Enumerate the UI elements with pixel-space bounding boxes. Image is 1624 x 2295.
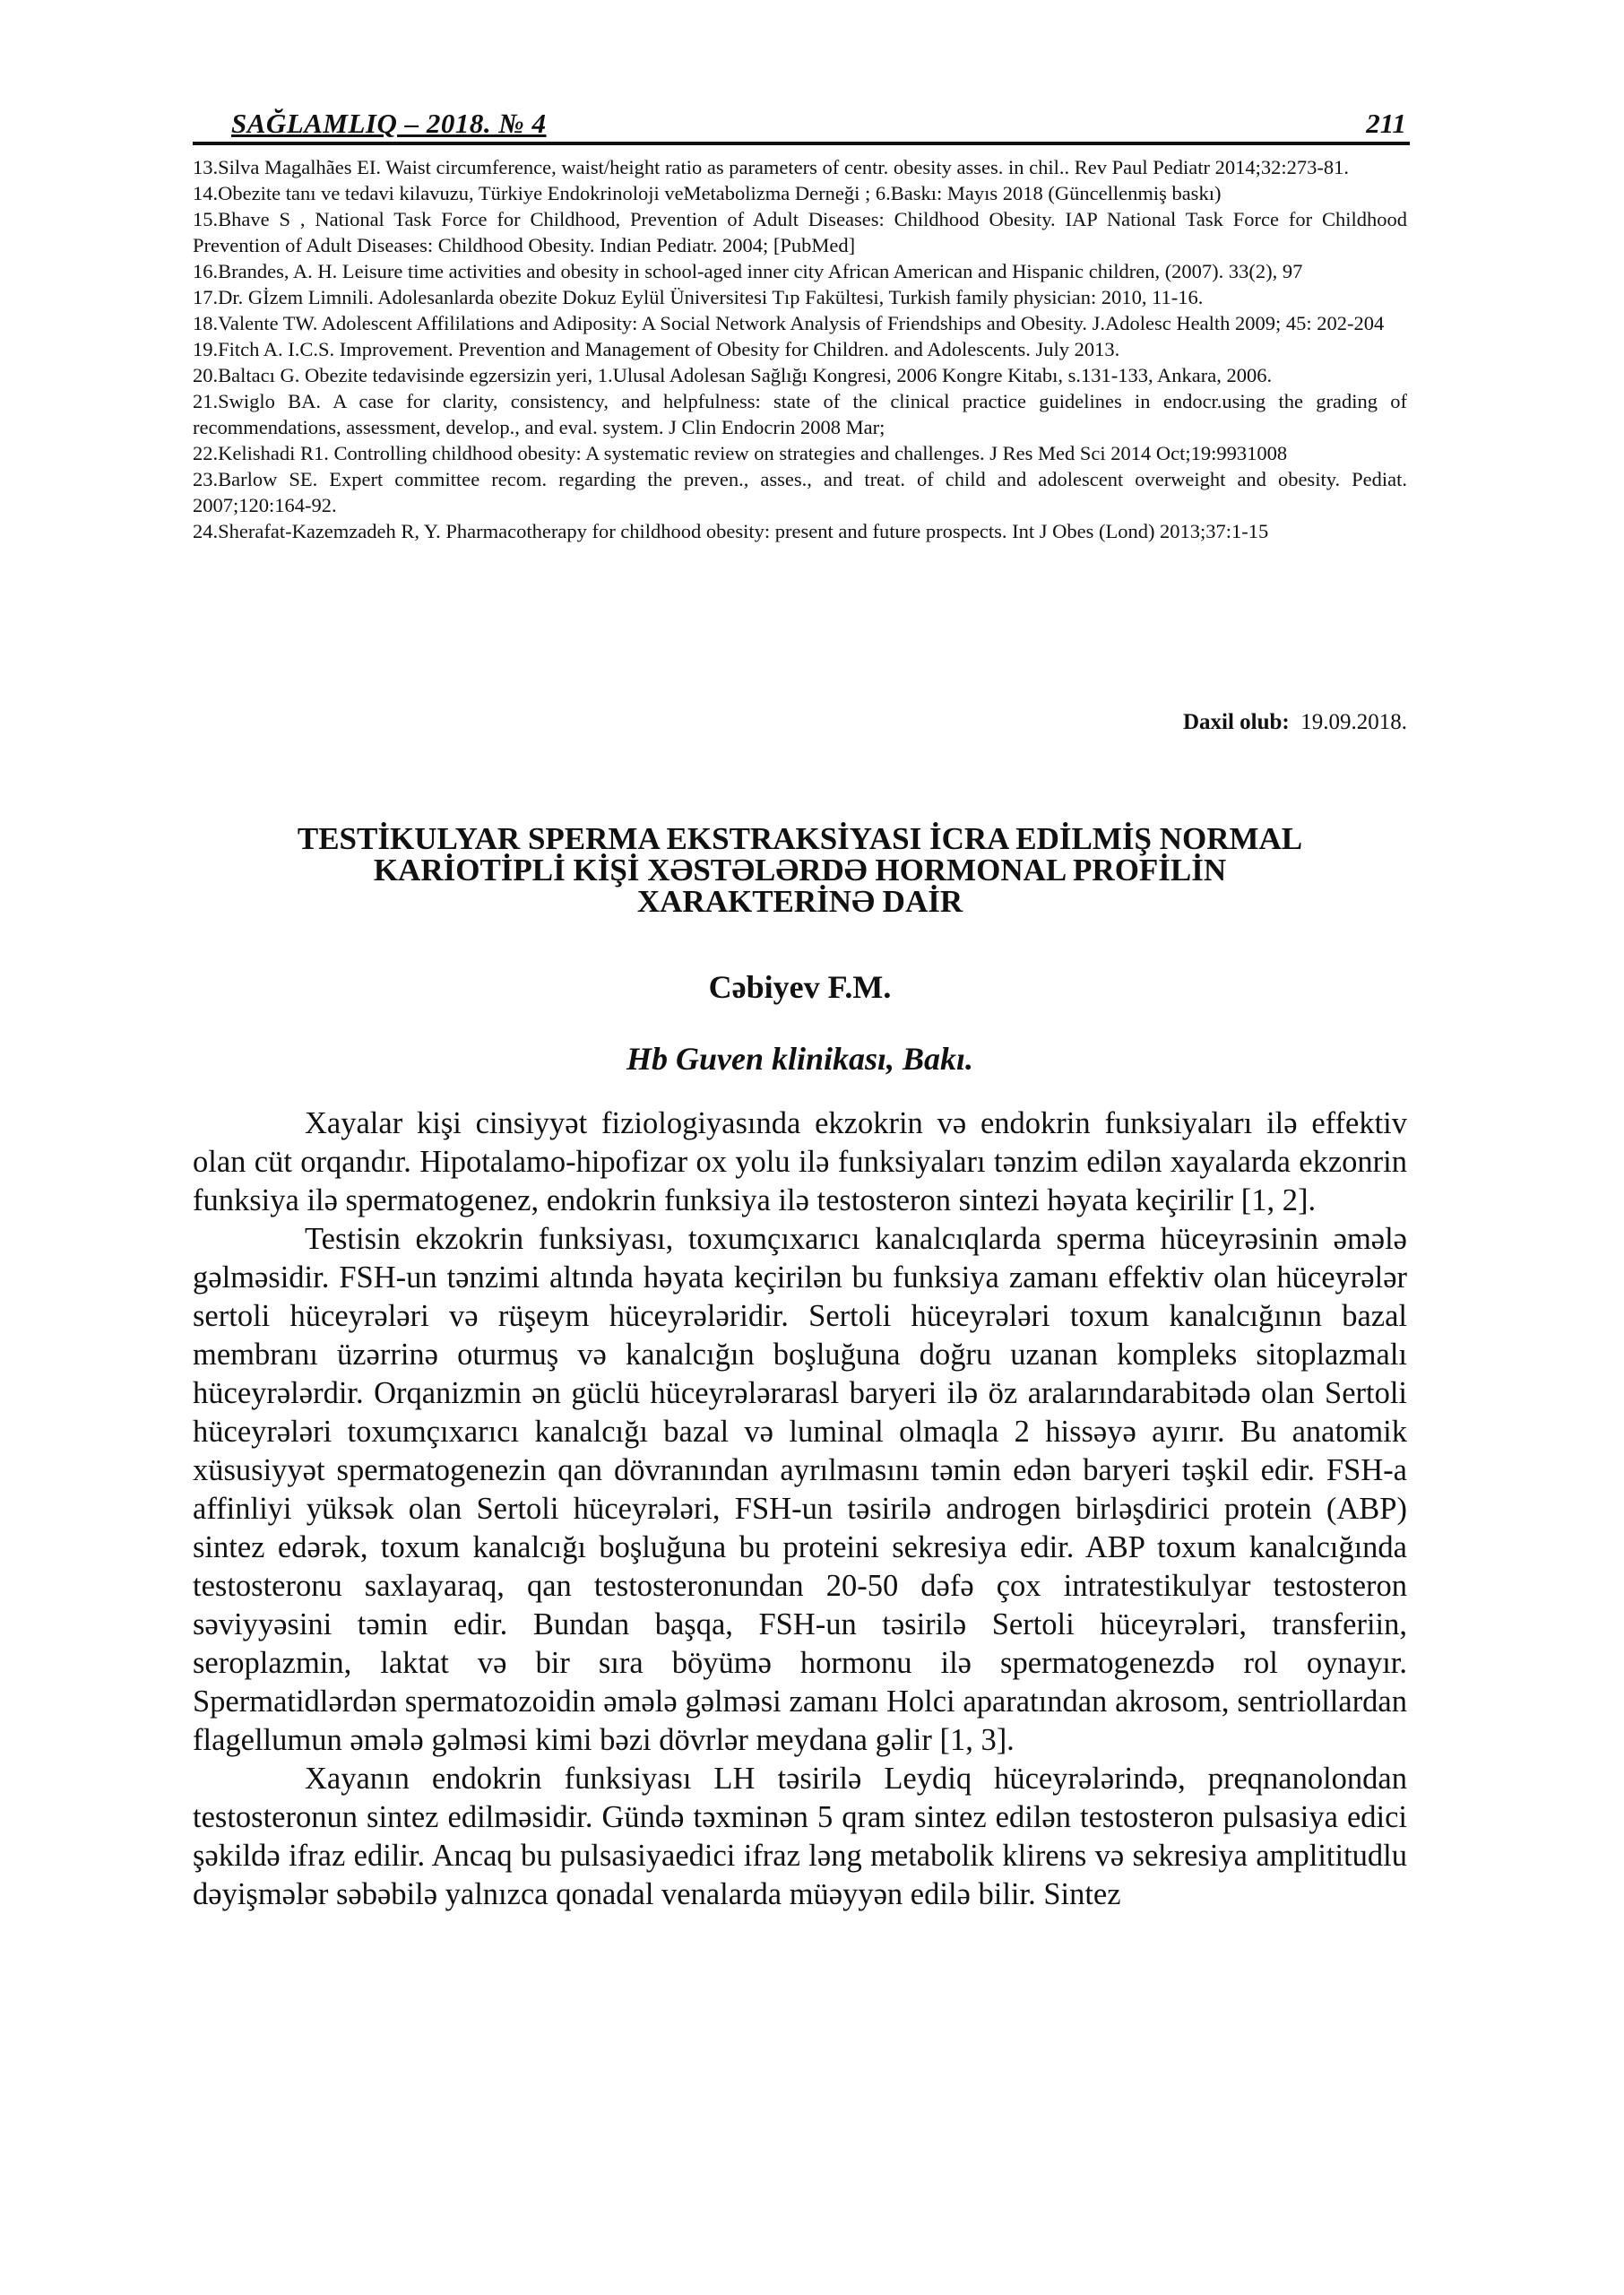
reference-item: 22.Kelishadi R1. Controlling childhood obesity: A systematic review on strategies and challenges. J Res Med Sci 2014 Oct;19:9931008 [193,442,1288,464]
reference-item: 18.Valente TW. Adolescent Affililations and Adiposity: A Social Network Analysis of Friendships and Obesity. J.Adolesc Health 2009; 45: 202-204 [193,312,1385,334]
received-date: 19.09.2018. [1300,710,1407,734]
article-affiliation: Hb Guven klinikası, Bakı. [626,1041,974,1077]
article-body [193,1104,1407,1914]
running-header [193,108,1410,145]
reference-item: 24.Sherafat-Kazemzadeh R, Y. Pharmacotherapy for childhood obesity: present and future prospects. Int J Obes (Lond) 2013;37:1-15 [193,520,1269,542]
body-paragraph: Xayanın endokrin funksiyası LH təsirilə Leydiq hüceyrələrində, preqnanolondan testosteronun sintez edilməsidir. Gündə təxminən 5 qram sintez edilən testosteron pulsasiya edici şəkildə ifraz edilir. Ancaq bu pulsasiyaedici ifraz ləng metabolik klirens və sekresiya amplititudlu dəyişmələr səbəbilə yalnızca qonadal venalarda müəyyən edilə bilir. Sintez [193,1762,1407,1911]
title-line: XARAKTERİNƏ DAİR [636,884,963,919]
body-paragraph: Xayalar kişi cinsiyyət fiziologiyasında ekzokrin və endokrin funksiyaları ilə effektiv olan cüt orqandır. Hipotalamo-hipofizar ox yolu ilə funksiyaları tənzim edilən xayalarda ekzonrin funksiya ilə spermatogenez, endokrin funksiya ilə testosteron sintezi həyata keçirilir [1, 2]. [193,1106,1407,1217]
reference-item: 17.Dr. Gİzem Limnili. Adolesanlarda obezite Dokuz Eylül Üniversitesi Tıp Fakültesi, Turkish family physician: 2010, 11-16. [193,286,1204,308]
page-number: 211 [1366,108,1406,139]
reference-item: 14.Obezite tanı ve tedavi kilavuzu, Türkiye Endokrinoloji veMetabolizma Derneği ; 6.Baskı: Mayıs 2018 (Güncellenmiş baskı) [193,182,1222,204]
body-paragraph: Testisin ekzokrin funksiyası, toxumçıxarıcı kanalcıqlarda sperma hüceyrəsinin əmələ gəlməsidir. FSH-un tənzimi altında həyata keçirilən bu funksiya zamanı effektiv olan hüceyrələr sertoli hüceyrələri və rüşeym hüceyrələridir. Sertoli hüceyrələri toxum kanalcığının bazal membranı üzərrinə oturmuş və kanalcığın boşluğuna doğru uzanan kompleks sitoplazmalı hüceyrələrdir. Orqanizmin ən güclü hüceyrələrarasl baryeri ilə öz aralarındarabitədə olan Sertoli hüceyrələri toxumçıxarıcı kanalcığı bazal və luminal olmaqla 2 hissəyə ayırır. Bu anatomik xüsusiyyət spermatogenezin qan dövranından ayrılmasını təmin edən baryeri təşkil edir. FSH-a affinliyi yüksək olan Sertoli hüceyrələri, FSH-un təsirilə androgen birləşdirici protein (ABP) sintez edərək, toxum kanalcığı boşluğuna bu proteini sekresiya edir. ABP toxum kanalcığında testosteronu saxlayaraq, qan testosteronundan 20-50 dəfə çox intratestikulyar testosteron səviyyəsini təmin edir. Bundan başqa, FSH-un təsirilə Sertoli hüceyrələri, transferiin, seroplazmin, laktat və bir sıra böyümə hormonu ilə spermatogenezdə rol oynayır. Spermatidlərdən spermatozoidin əmələ gəlməsi zamanı Holci aparatından akrosom, sentriollardan flagellumun əmələ gəlməsi kimi bəzi dövrlər meydana gəlir [1, 3]. [193,1222,1407,1757]
reference-item: 19.Fitch A. I.C.S. Improvement. Prevention and Management of Obesity for Children. and Adolescents. July 2013. [193,338,1120,360]
article-title [193,823,1407,917]
journal-title: SAĞLAMLIQ – 2018. № 4 [231,108,547,139]
reference-item: 15.Bhave S , National Task Force for Childhood, Prevention of Adult Diseases: Childhood Obesity. IAP National Task Force for Childhood Prevention of Adult Diseases: Childhood Obesity. Indian Pediatr. 2004; [PubMed] [193,208,1407,256]
reference-item: 16.Brandes, A. H. Leisure time activities and obesity in school-aged inner city African American and Hispanic children, (2007). 33(2), 97 [193,260,1303,282]
reference-item: 20.Baltacı G. Obezite tedavisinde egzersizin yeri, 1.Ulusal Adolesan Sağlığı Kongresi, 2006 Kongre Kitabı, s.131-133, Ankara, 2006. [193,364,1273,386]
reference-list [193,154,1407,544]
title-line: KARİOTİPLİ KİŞİ XƏSTƏLƏRDƏ HORMONAL PROFİLİN [373,853,1227,888]
reference-item: 23.Barlow SE. Expert committee recom. regarding the preven., asses., and treat. of child and adolescent overweight and obesity. Pediat. 2007;120:164-92. [193,468,1407,516]
article-author: Cəbiyev F.M. [708,969,892,1005]
reference-item: 13.Silva Magalhães EI. Waist circumference, waist/height ratio as parameters of centr. obesity asses. in chil.. Rev Paul Pediatr 2014;32:273-81. [193,156,1349,178]
reference-item: 21.Swiglo BA. A case for clarity, consistency, and helpfulness: state of the clinical practice guidelines in endocr.using the grading of recommendations, assessment, develop., and eval. system. J Clin Endocrin 2008 Mar; [193,390,1407,438]
received-date-line [193,710,1407,735]
title-line: TESTİKULYAR SPERMA EKSTRAKSİYASI İCRA EDİLMİŞ NORMAL [297,821,1303,856]
received-label: Daxil olub: [1182,710,1290,734]
